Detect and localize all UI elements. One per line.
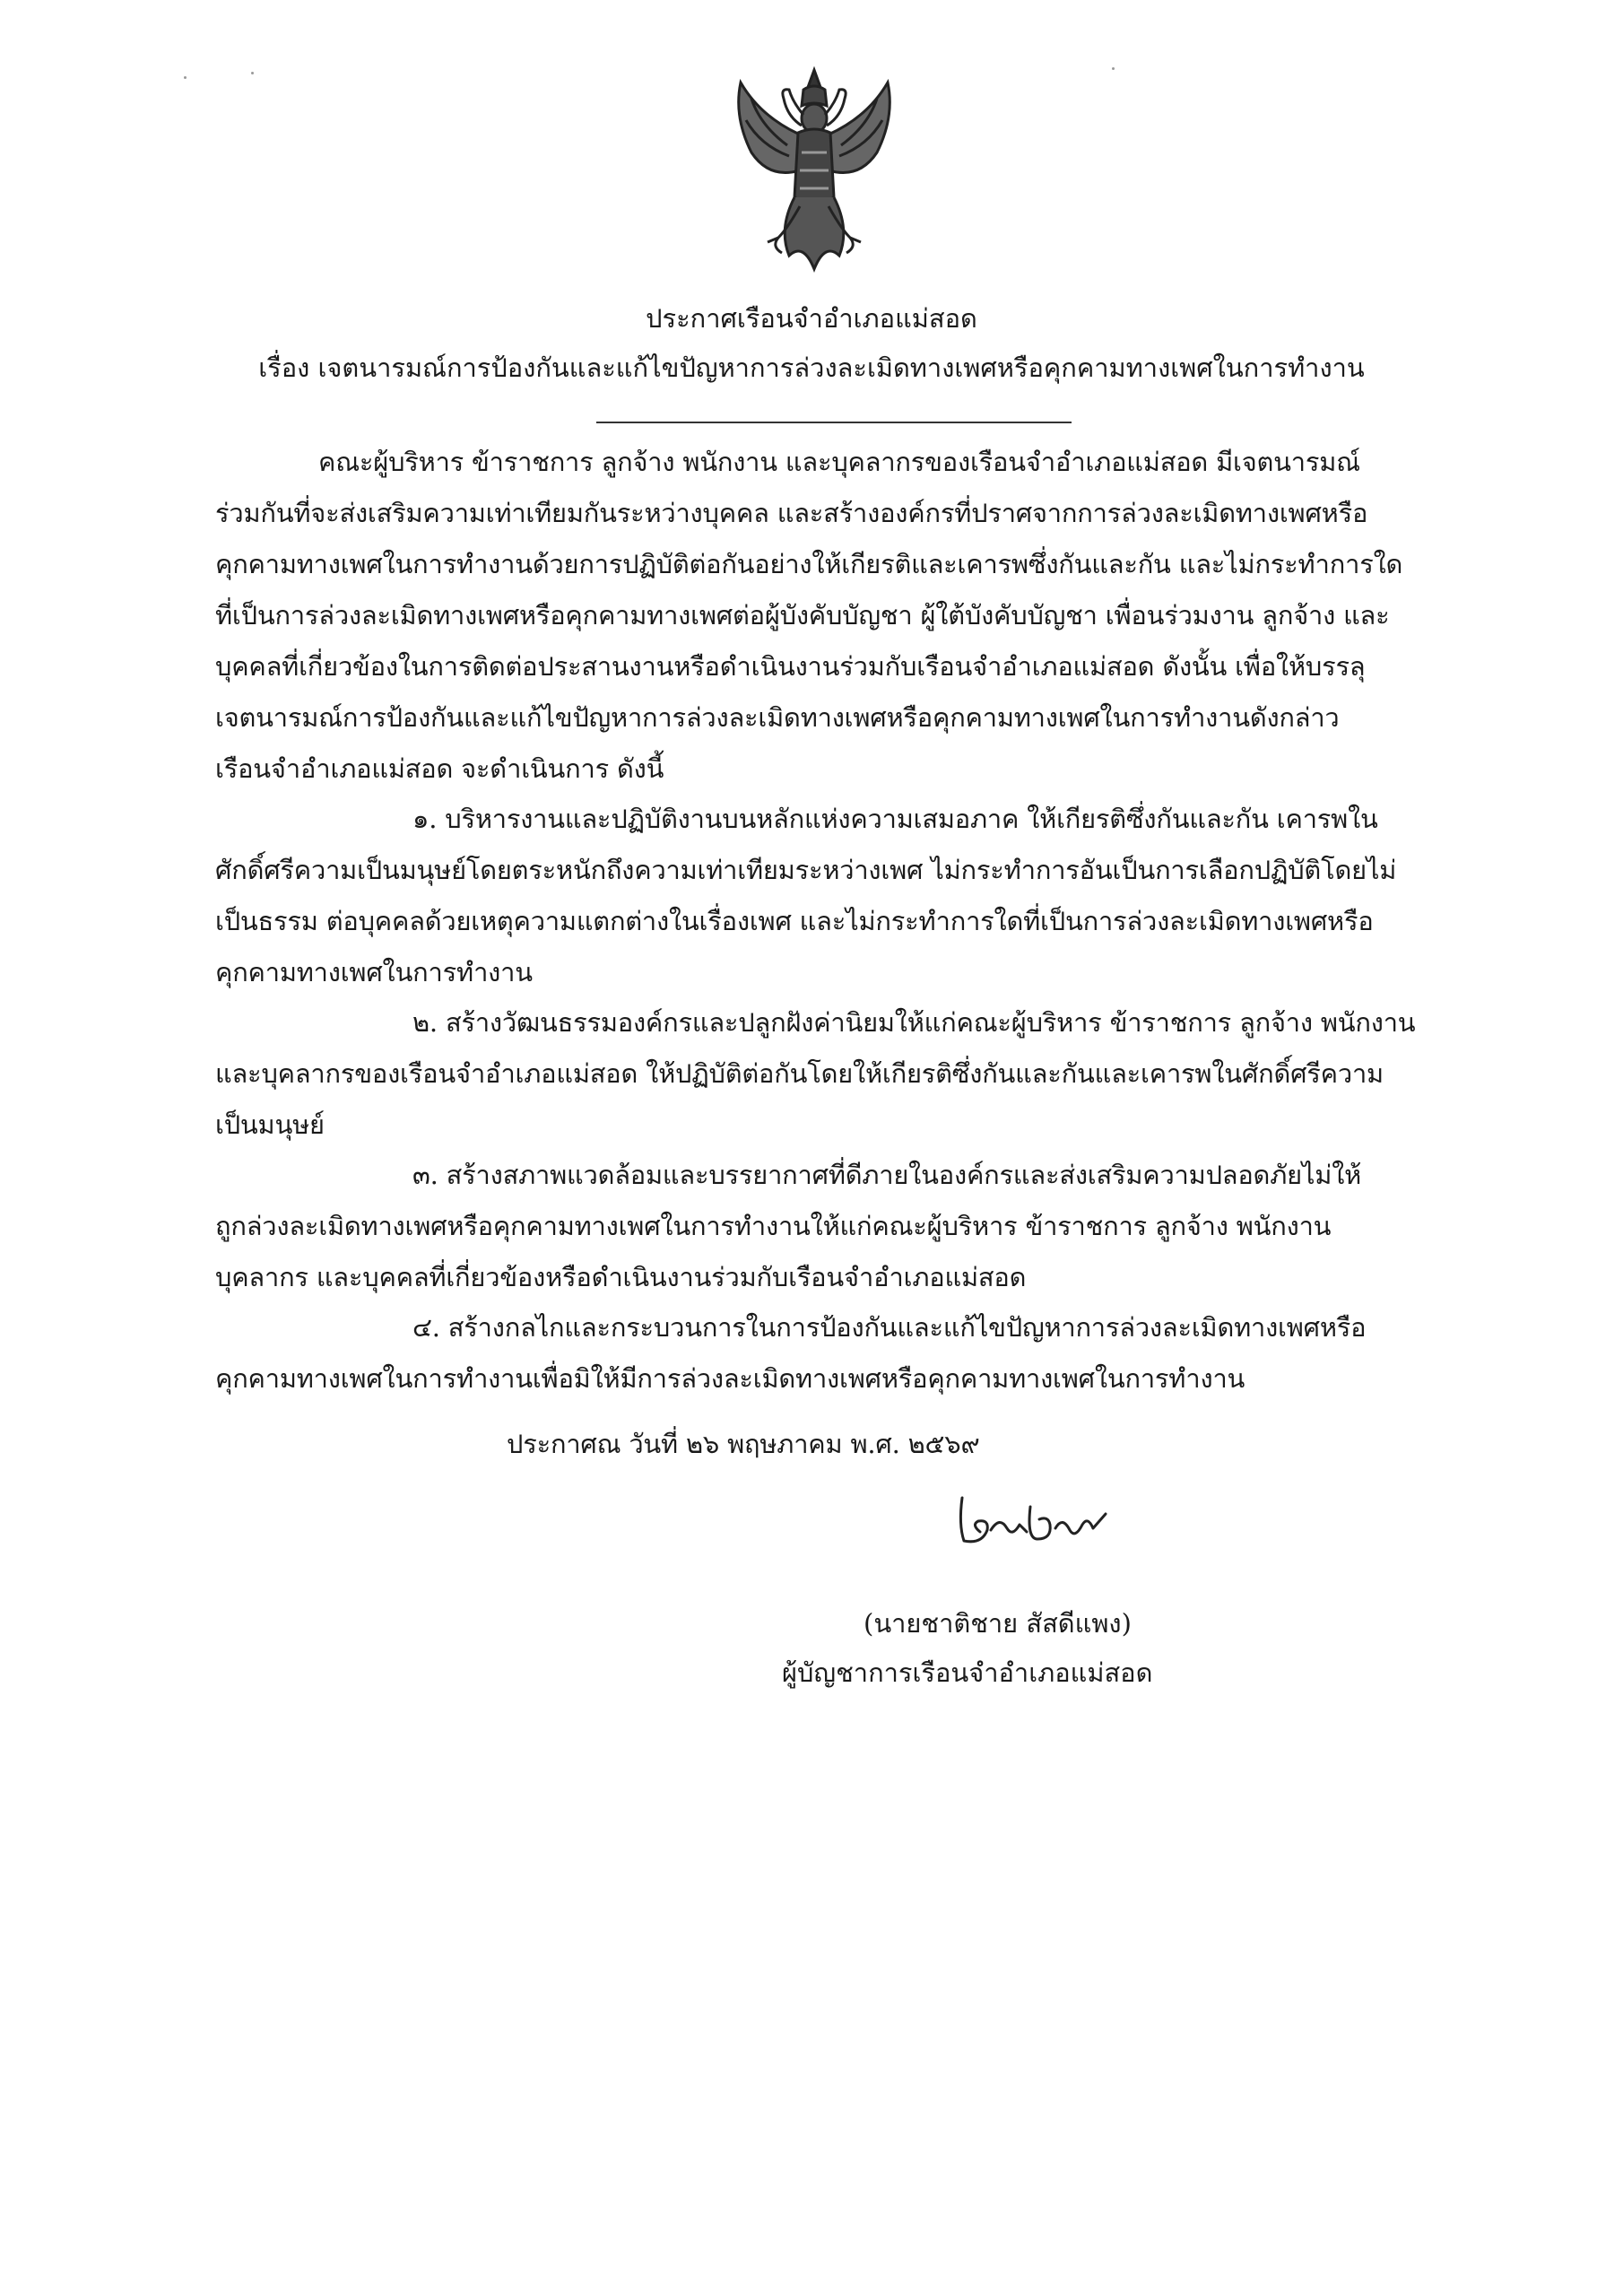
item-1-line: คุกคามทางเพศในการทำงาน [215,957,533,987]
item-2-line: เป็นมนุษย์ [215,1109,325,1140]
title-divider [596,422,1072,423]
signer-title: ผู้บัญชาการเรือนจำอำเภอแม่สอด [782,1657,1153,1688]
intro-line: คุกคามทางเพศในการทำงานด้วยการปฏิบัติต่อกันอย่างให้เกียรติและเคารพซึ่งกันและกัน และไม่กระทำการใด [215,549,1403,579]
item-4-line: ๔. สร้างกลไกและกระบวนการในการป้องกันและแก้ไขปัญหาการล่วงละเมิดทางเพศหรือ [412,1312,1367,1343]
intro-line: เจตนารมณ์การป้องกันและแก้ไขปัญหาการล่วงละเมิดทางเพศหรือคุกคามทางเพศในการทำงานดังกล่าว [215,702,1340,733]
handwritten-signature [955,1489,1116,1552]
item-4-line: คุกคามทางเพศในการทำงานเพื่อมิให้มีการล่วงละเมิดทางเพศหรือคุกคามทางเพศในการทำงาน [215,1363,1245,1394]
scan-speck [1112,67,1115,70]
scan-speck [184,76,187,79]
item-3-line: บุคลากร และบุคคลที่เกี่ยวข้องหรือดำเนินงานร่วมกับเรือนจำอำเภอแม่สอด [215,1262,1027,1292]
item-2-line: และบุคลากรของเรือนจำอำเภอแม่สอด ให้ปฏิบัติต่อกันโดยให้เกียรติซึ่งกันและกันและเคารพในศักดิ์ศรีความ [215,1058,1384,1089]
item-1-line: เป็นธรรม ต่อบุคคลด้วยเหตุความแตกต่างในเรื่องเพศ และไม่กระทำการใดที่เป็นการล่วงละเมิดทางเพศหรือ [215,906,1374,936]
item-3-line: ๓. สร้างสภาพแวดล้อมและบรรยากาศที่ดีภายในองค์กรและส่งเสริมความปลอดภัยไม่ให้ [412,1160,1362,1190]
signer-name: (นายชาติชาย สัสดีแพง) [864,1608,1132,1639]
item-2-line: ๒. สร้างวัฒนธรรมองค์กรและปลูกฝังค่านิยมให้แก่คณะผู้บริหาร ข้าราชการ ลูกจ้าง พนักงาน [412,1007,1416,1038]
announcement-subject: เรื่อง เจตนารมณ์การป้องกันและแก้ไขปัญหาการล่วงละเมิดทางเพศหรือคุกคามทางเพศในการทำงาน [258,352,1365,383]
intro-line: ร่วมกันที่จะส่งเสริมความเท่าเทียมกันระหว่างบุคคล และสร้างองค์กรที่ปราศจากการล่วงละเมิดทางเพศหรือ [215,498,1368,528]
item-3-line: ถูกล่วงละเมิดทางเพศหรือคุกคามทางเพศในการทำงานให้แก่คณะผู้บริหาร ข้าราชการ ลูกจ้าง พนักงาน [215,1211,1332,1241]
scan-speck [251,72,254,74]
intro-line: คณะผู้บริหาร ข้าราชการ ลูกจ้าง พนักงาน และบุคลากรของเรือนจำอำเภอแม่สอด มีเจตนารมณ์ [318,447,1360,477]
announcement-date: ประกาศณ วันที่ ๒๖ พฤษภาคม พ.ศ. ๒๕๖๙ [507,1429,980,1459]
item-1-line: ๑. บริหารงานและปฏิบัติงานบนหลักแห่งความเสมอภาค ให้เกียรติซึ่งกันและกัน เคารพใน [412,804,1378,834]
intro-line: ที่เป็นการล่วงละเมิดทางเพศหรือคุกคามทางเพศต่อผู้บังคับบัญชา ผู้ใต้บังคับบัญชา เพื่อนร่วมงาน ลูกจ้าง และ [215,600,1390,631]
item-1-line: ศักดิ์ศรีความเป็นมนุษย์โดยตระหนักถึงความเท่าเทียมระหว่างเพศ ไม่กระทำการอันเป็นการเลือกปฏิบัติโดยไม่ [215,855,1397,885]
intro-line: เรือนจำอำเภอแม่สอด จะดำเนินการ ดังนี้ [215,753,664,784]
announcement-title: ประกาศเรือนจำอำเภอแม่สอด [646,303,977,334]
intro-line: บุคคลที่เกี่ยวข้องในการติดต่อประสานงานหรือดำเนินงานร่วมกับเรือนจำอำเภอแม่สอด ดังนั้น เพื่อให้บรรลุ [215,651,1366,682]
garuda-emblem-icon [725,63,904,287]
